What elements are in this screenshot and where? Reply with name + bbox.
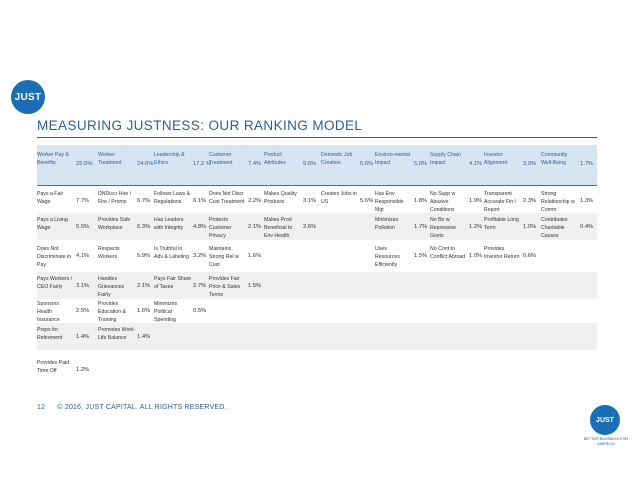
issue-weight: 5.5%: [76, 224, 90, 230]
seal-caption: BETTER BUSINESS FOR AMERICA: [583, 437, 629, 446]
logo-text: JUST: [14, 91, 42, 103]
issue-name: Pays a Fair Wage: [37, 191, 64, 206]
issue-name: Creates Jobs in US: [321, 191, 358, 206]
header-divider: [37, 185, 597, 186]
issue-weight: 5.6%: [360, 198, 374, 204]
issue-name: Provides Safe Workplace: [98, 217, 131, 232]
issue-name: Follows Laws & Regulations: [154, 191, 191, 206]
issue-name: Has Env Responsible Mgt: [375, 191, 404, 214]
issue-weight: 1.6%: [248, 253, 262, 259]
just-seal: [590, 405, 620, 435]
issue-weight: 1.9%: [469, 198, 483, 204]
issue-name: Minimizes Political Spending: [154, 301, 178, 324]
issue-name: Makes Prod Beneficial to Env Health: [264, 217, 293, 240]
issue-weight: 7.7%: [76, 198, 90, 204]
category-name: Leadership & Ethics: [154, 152, 185, 167]
issue-weight: 1.8%: [414, 198, 428, 204]
issue-weight: 2.1%: [248, 224, 262, 230]
issue-weight: 2.6%: [303, 224, 317, 230]
issue-name: No Supp w Abusive Conditions: [430, 191, 456, 214]
issue-weight: 2.2%: [248, 198, 262, 204]
issue-name: Sponsors Health Insurance: [37, 301, 60, 324]
issue-weight: 2.3%: [523, 198, 537, 204]
issue-name: Provides Paid Time Off: [37, 360, 70, 375]
issue-name: Minimizes Pollution: [375, 217, 399, 232]
issue-weight: 1.6%: [137, 308, 151, 314]
category-weight: 1.7%: [580, 161, 594, 167]
category-name: Supply Chain Impact: [430, 152, 461, 167]
issue-name: Preps for Retirement: [37, 327, 63, 342]
category-weight: 7.4%: [248, 161, 262, 167]
seal-text: JUST: [596, 416, 614, 424]
issue-name: No Cont to Conflict Abroad: [430, 246, 466, 261]
issue-name: Promotes Work-Life Balance: [98, 327, 136, 342]
category-name: Product Attributes: [264, 152, 286, 167]
issue-weight: 1.5%: [248, 283, 262, 289]
issue-weight: 3.2%: [193, 253, 207, 259]
category-weight: 24.0%: [137, 161, 154, 167]
category-weight: 5.6%: [360, 161, 374, 167]
just-logo: [11, 80, 45, 114]
issue-name: Provides Education & Training: [98, 301, 126, 324]
category-weight: 4.1%: [469, 161, 483, 167]
issue-name: No Bo w Repressive Govts: [430, 217, 456, 240]
category-name: Customer Treatment: [209, 152, 233, 167]
issue-weight: 0.4%: [580, 224, 594, 230]
issue-weight: 1.2%: [76, 367, 90, 373]
issue-weight: 1.2%: [469, 224, 483, 230]
category-weight: 5.6%: [303, 161, 317, 167]
issue-weight: 1.7%: [414, 224, 428, 230]
issue-name: Respects Workers: [98, 246, 120, 261]
issue-weight: 1.4%: [76, 334, 90, 340]
category-weight: 25.5%: [76, 161, 93, 167]
copyright: © 2016, JUST CAPITAL. ALL RIGHTS RESERVED.: [57, 404, 227, 411]
issue-name: DNDiscr Hire / Fire / Promo: [98, 191, 132, 206]
category-weight: 5.0%: [414, 161, 428, 167]
issue-name: Pays Fair Share of Taxes: [154, 276, 192, 291]
issue-weight: 5.9%: [137, 253, 151, 259]
issue-weight: 3.1%: [303, 198, 317, 204]
category-name: Worker Pay & Benefits: [37, 152, 69, 167]
issue-weight: 4.8%: [193, 224, 207, 230]
issue-name: Makes Quality Products: [264, 191, 297, 206]
issue-weight: 2.7%: [193, 283, 207, 289]
issue-name: Provides Investor Return: [484, 246, 520, 261]
issue-weight: 1.4%: [137, 334, 151, 340]
issue-weight: 2.5%: [76, 308, 90, 314]
issue-name: Protects Customer Privacy: [209, 217, 232, 240]
category-weight: 17.2 %: [193, 161, 212, 167]
issue-weight: 4.1%: [76, 253, 90, 259]
issue-weight: 6.3%: [137, 224, 151, 230]
issue-weight: 1.3%: [580, 198, 594, 204]
issue-weight: 3.1%: [76, 283, 90, 289]
issue-name: Has Leaders with Integrity: [154, 217, 184, 232]
issue-name: Is Truthful in Adv & Labeling: [154, 246, 189, 261]
issue-weight: 2.1%: [137, 283, 151, 289]
issue-name: Does Not Discr Cust Treatment: [209, 191, 245, 206]
page-number: 12: [37, 404, 46, 411]
issue-weight: 6.1%: [193, 198, 207, 204]
footer: [37, 404, 227, 411]
issue-name: Provides Fair Price & Sales Terms: [209, 276, 241, 299]
category-name: Worker Treatment: [98, 152, 122, 167]
category-name: Community Well-Being: [541, 152, 568, 167]
title-divider: [37, 137, 597, 138]
issue-name: Pays a Living Wage: [37, 217, 68, 232]
issue-weight: 6.7%: [137, 198, 151, 204]
category-weight: 3.9%: [523, 161, 537, 167]
issue-name: Pays Workers / CEO Fairly: [37, 276, 73, 291]
issue-name: Strong Relationship w Comm: [541, 191, 575, 214]
category-name: Environ-mental Impact: [375, 152, 410, 167]
issue-name: Transparent Accurate Fin l Report: [484, 191, 516, 214]
issue-weight: 1.0%: [523, 224, 537, 230]
issue-weight: 0.5%: [193, 308, 207, 314]
issue-weight: 1.5%: [414, 253, 428, 259]
issue-name: Handles Grievances Fairly: [98, 276, 125, 299]
issue-weight: 0.6%: [523, 253, 537, 259]
issue-name: Does Not Discriminate in Pay: [37, 246, 72, 269]
issue-name: Profitable Long Term: [484, 217, 519, 232]
category-name: Investor Alignment: [484, 152, 508, 167]
issue-weight: 1.0%: [469, 253, 483, 259]
page-title: MEASURING JUSTNESS: OUR RANKING MODEL: [37, 118, 363, 133]
issue-name: Contributes Charitable Causes: [541, 217, 568, 240]
issue-name: Maintains Strong Rel w Cust: [209, 246, 239, 269]
issue-name: Uses Resources Efficiently: [375, 246, 400, 269]
category-name: Domestic Job Creation: [321, 152, 353, 167]
